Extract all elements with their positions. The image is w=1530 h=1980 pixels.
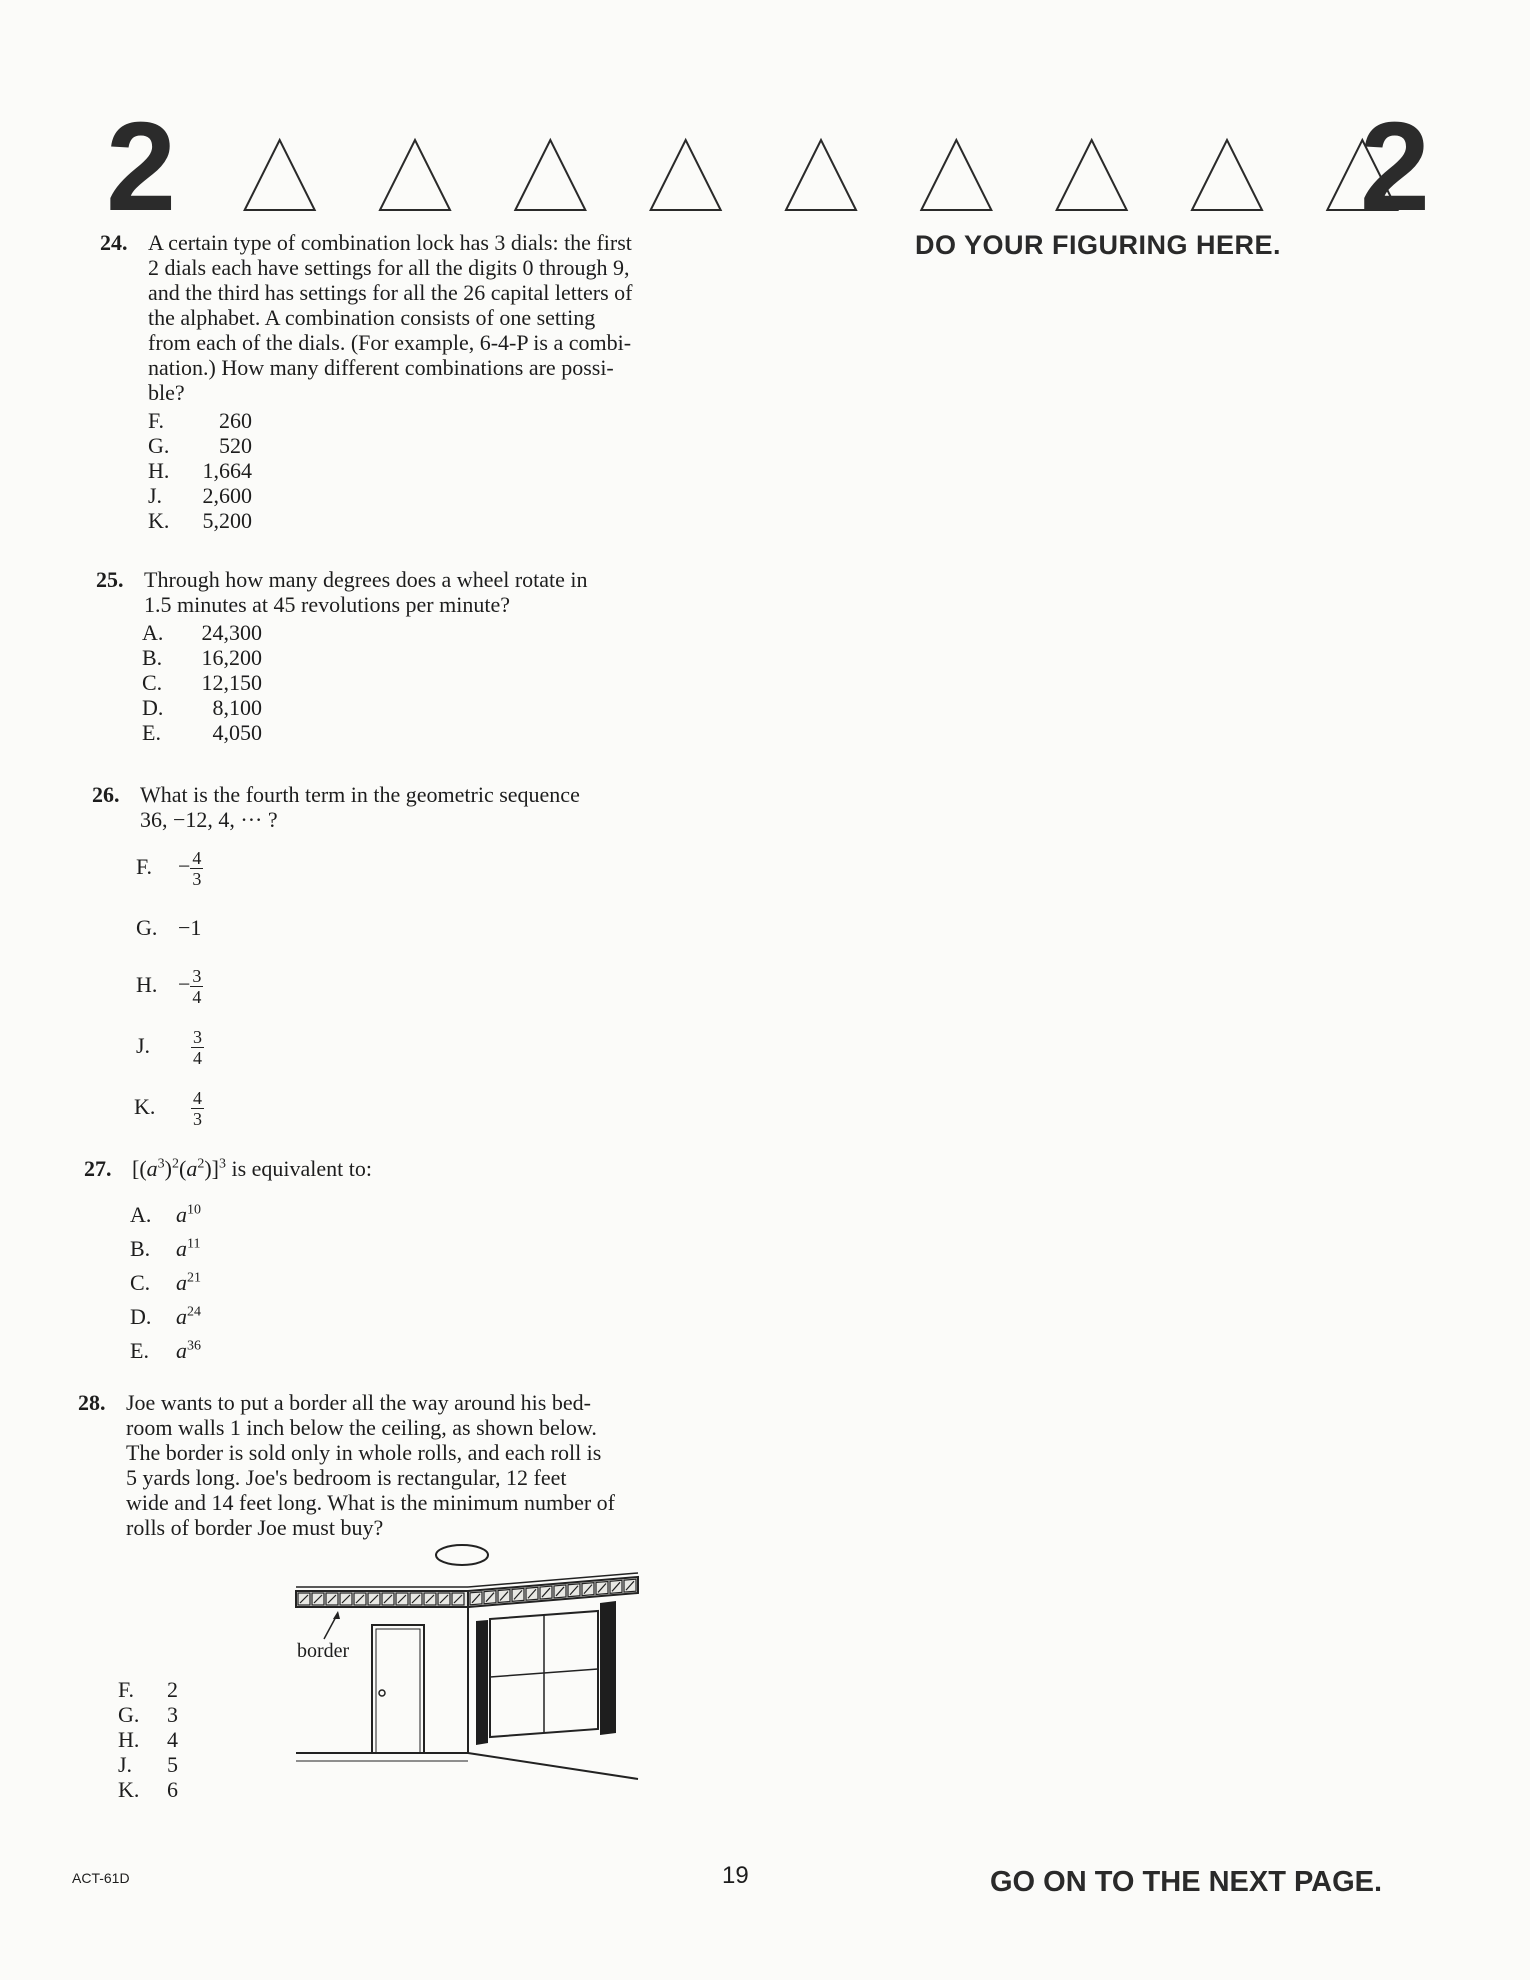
page-number: 19 — [722, 1862, 749, 1889]
expr-base: a — [146, 1156, 158, 1181]
option-value: 5 — [167, 1752, 178, 1777]
answer-option[interactable] — [130, 1266, 250, 1300]
stem-line: 2 dials each have settings for all the digits 0 through 9, — [148, 255, 630, 280]
answer-option[interactable] — [130, 1198, 250, 1232]
numerator: 3 — [192, 966, 202, 986]
stem-line: Joe wants to put a border all the way around his bed- — [126, 1390, 591, 1415]
option-letter: F. — [118, 1677, 134, 1702]
answer-option[interactable] — [148, 458, 252, 483]
question-stem — [132, 1156, 692, 1181]
option-exp: 21 — [187, 1270, 201, 1286]
door-frame — [376, 1629, 420, 1753]
answer-option[interactable] — [142, 695, 262, 720]
option-value: 5,200 — [202, 508, 252, 533]
ceiling-light-icon — [436, 1545, 488, 1565]
answer-options-28 — [118, 1677, 178, 1802]
stem-line: Through how many degrees does a wheel rotate in — [144, 567, 588, 592]
triangle-icon — [1192, 140, 1262, 210]
option-exp: 24 — [187, 1304, 201, 1320]
answer-option[interactable] — [142, 670, 262, 695]
stem-line: What is the fourth term in the geometric sequence — [140, 782, 580, 807]
option-letter: D. — [142, 695, 164, 720]
question-stem — [148, 230, 740, 405]
answer-options-24 — [148, 408, 252, 533]
question-27 — [84, 1156, 724, 1186]
question-number: 28. — [78, 1390, 106, 1415]
section-header — [100, 96, 1430, 237]
denominator: 4 — [193, 1048, 202, 1068]
answer-option[interactable] — [136, 1027, 204, 1068]
option-letter: J. — [148, 483, 163, 508]
option-letter: J. — [136, 1032, 151, 1058]
question-26 — [92, 782, 732, 842]
option-letter: H. — [148, 458, 170, 483]
exp: 3 — [218, 1156, 226, 1172]
answer-option[interactable] — [142, 645, 262, 670]
option-base: a — [176, 1304, 187, 1329]
option-letter: G. — [136, 915, 158, 940]
numerator: 4 — [192, 848, 202, 868]
option-letter: C. — [142, 670, 163, 695]
door-icon — [372, 1625, 424, 1753]
option-letter: A. — [130, 1202, 152, 1227]
curtain-right — [600, 1601, 616, 1735]
triangle-icon — [380, 140, 450, 210]
bedroom-illustration — [292, 1543, 652, 1793]
question-number: 24. — [100, 230, 128, 255]
fraction — [191, 1088, 204, 1129]
floor-line — [468, 1753, 638, 1779]
stem-line: The border is sold only in whole rolls, and each roll is — [126, 1440, 602, 1465]
option-value: 6 — [167, 1777, 178, 1802]
option-base: a — [176, 1236, 187, 1261]
answer-option[interactable] — [118, 1702, 178, 1727]
option-letter: K. — [118, 1777, 140, 1802]
option-exp: 36 — [187, 1338, 201, 1354]
option-exp: 11 — [187, 1236, 201, 1252]
option-letter: H. — [136, 971, 158, 997]
door-knob-icon — [379, 1690, 385, 1696]
option-letter: H. — [118, 1727, 140, 1752]
question-stem — [144, 567, 736, 617]
question-number: 25. — [96, 567, 124, 592]
stem-line: from each of the dials. (For example, 6-4-P is a combi- — [148, 330, 632, 355]
option-base: a — [176, 1202, 187, 1227]
option-letter: K. — [148, 508, 170, 533]
triangle-row — [212, 136, 1430, 219]
option-value: 3 — [167, 1702, 178, 1727]
expr-prefix: [( — [132, 1156, 147, 1181]
option-value: 4 — [167, 1727, 178, 1752]
stem-line: and the third has settings for all the 26 capital letters of — [148, 280, 633, 305]
answer-option[interactable] — [148, 508, 252, 533]
option-letter: J. — [118, 1752, 133, 1777]
option-value: 260 — [219, 408, 252, 433]
option-value: 520 — [219, 433, 252, 458]
option-base: a — [176, 1338, 187, 1363]
option-letter: B. — [142, 645, 163, 670]
option-letter: K. — [134, 1093, 156, 1119]
stem-line: room walls 1 inch below the ceiling, as shown below. — [126, 1415, 597, 1440]
expr-paren: ( — [178, 1156, 187, 1181]
answer-option[interactable] — [130, 1232, 250, 1266]
answer-option[interactable] — [118, 1727, 178, 1752]
triangle-icon — [515, 140, 585, 210]
triangle-icon — [651, 140, 721, 210]
curtain-left — [476, 1620, 488, 1745]
question-28 — [78, 1390, 718, 1550]
option-letter: E. — [130, 1338, 149, 1363]
option-letter: F. — [148, 408, 164, 433]
numerator: 4 — [193, 1088, 202, 1108]
stem-line: A certain type of combination lock has 3 dials: the first — [148, 230, 632, 255]
stem-line: rolls of border Joe must buy? — [126, 1515, 384, 1540]
stem-line: 1.5 minutes at 45 revolutions per minute? — [144, 592, 510, 617]
option-value: 24,300 — [201, 620, 262, 645]
option-base: a — [176, 1270, 187, 1295]
triangle-icon — [245, 140, 315, 210]
next-page-instruction: GO ON TO THE NEXT PAGE. — [990, 1866, 1383, 1898]
option-value: 2 — [167, 1677, 178, 1702]
answer-option[interactable] — [134, 1088, 204, 1129]
option-sign: − — [178, 971, 191, 997]
option-letter: E. — [142, 720, 161, 745]
option-letter: G. — [148, 433, 170, 458]
answer-option[interactable] — [142, 620, 262, 645]
fraction — [190, 848, 203, 889]
option-value: −1 — [178, 915, 202, 940]
denominator: 4 — [192, 987, 202, 1007]
answer-option[interactable] — [148, 483, 252, 508]
section-number-right: 2 — [1359, 96, 1430, 237]
form-code: ACT-61D — [72, 1870, 130, 1886]
label-pointer-arrow — [333, 1611, 340, 1619]
answer-option[interactable] — [148, 433, 252, 458]
option-exp: 10 — [187, 1202, 201, 1218]
denominator: 3 — [193, 1109, 202, 1129]
option-value: 1,664 — [202, 458, 252, 483]
option-letter: C. — [130, 1270, 151, 1295]
stem-line: nation.) How many different combinations are possi- — [148, 355, 614, 380]
triangle-icon — [1057, 140, 1127, 210]
stem-line: wide and 14 feet long. What is the minimum number of — [126, 1490, 615, 1515]
answer-option[interactable] — [130, 1334, 250, 1368]
question-stem — [140, 782, 732, 832]
option-value: 2,600 — [202, 483, 252, 508]
triangle-row-graphic — [212, 136, 1430, 214]
option-letter: F. — [136, 853, 152, 879]
triangle-icon — [786, 140, 856, 210]
illustration-label: border — [297, 1640, 350, 1662]
answer-option[interactable] — [136, 848, 203, 889]
answer-option[interactable] — [118, 1777, 178, 1802]
answer-option[interactable] — [130, 1300, 250, 1334]
option-value: 12,150 — [201, 670, 262, 695]
fraction — [190, 966, 203, 1007]
option-letter: G. — [118, 1702, 140, 1727]
option-letter: D. — [130, 1304, 152, 1329]
expr-base: a — [186, 1156, 198, 1181]
option-letter: A. — [142, 620, 164, 645]
stem-line: ble? — [148, 380, 185, 405]
answer-option[interactable] — [142, 720, 262, 745]
option-value: 4,050 — [212, 720, 262, 745]
answer-option[interactable] — [118, 1677, 178, 1702]
fraction — [191, 1027, 204, 1068]
option-sign: − — [178, 853, 191, 879]
exp: 3 — [157, 1156, 165, 1172]
stem-line: 5 yards long. Joe's bedroom is rectangular, 12 feet — [126, 1465, 567, 1490]
expr-paren: ) — [164, 1156, 172, 1181]
expr-paren: )] — [204, 1156, 219, 1181]
expr-suffix: is equivalent to: — [225, 1156, 372, 1181]
exp: 2 — [171, 1156, 179, 1172]
denominator: 3 — [192, 869, 202, 889]
answer-options-27 — [130, 1198, 250, 1368]
option-value: 8,100 — [212, 695, 262, 720]
answer-option[interactable] — [148, 408, 252, 433]
option-value: 16,200 — [201, 645, 262, 670]
answer-options-25 — [142, 620, 262, 745]
section-number-left: 2 — [106, 96, 177, 237]
option-letter: B. — [130, 1236, 151, 1261]
stem-line: the alphabet. A combination consists of one setting — [148, 305, 596, 330]
expression — [132, 1156, 692, 1181]
question-number: 26. — [92, 782, 120, 807]
question-25 — [96, 567, 736, 627]
question-stem — [126, 1390, 718, 1540]
triangle-icon — [921, 140, 991, 210]
answer-option[interactable] — [118, 1752, 178, 1777]
answer-option[interactable] — [136, 915, 201, 941]
figuring-label: DO YOUR FIGURING HERE. — [915, 230, 1282, 260]
question-number: 27. — [84, 1156, 112, 1181]
numerator: 3 — [193, 1027, 202, 1047]
answer-option[interactable] — [136, 966, 203, 1007]
exp: 2 — [197, 1156, 205, 1172]
stem-line: 36, −12, 4, ··· ? — [140, 807, 278, 832]
